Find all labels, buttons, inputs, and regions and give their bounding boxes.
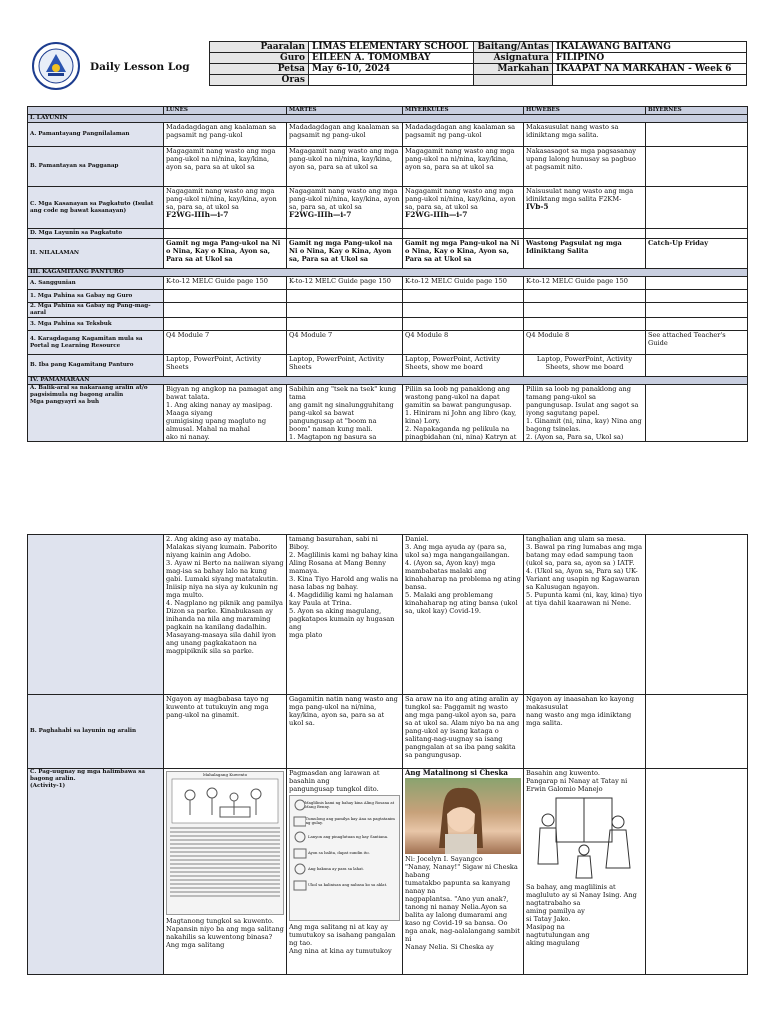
row-label-gabay-guro: 1. Mga Pahina sa Gabay ng Guro <box>28 290 164 303</box>
cell-empty <box>164 229 287 239</box>
martes-activity-text: Ang mga salitang ni at kay ay tumutukoy sa isahang pangalan ng tao. Ang nina at kina ay tumutukoy <box>289 923 396 955</box>
cell-huwebes: Laptop, PowerPoint, Activity Sheets, show me board <box>524 355 646 377</box>
cell-empty <box>646 290 748 303</box>
value-asignatura: FILIPINO <box>553 53 747 64</box>
kasanayan-text: Nagagamit nang wasto ang mga pang-ukol ni/nina, kay/kina, ayon sa, para sa, at ukol sa <box>166 187 277 211</box>
huwebes-intro: Basahin ang kuwento. Pangarap ni Nanay at Tatay ni Erwin Galomio Manejo <box>526 769 628 793</box>
value-markahan: IKAAPAT NA MARKAHAN - Week 6 <box>553 64 747 75</box>
cell-empty <box>287 303 403 318</box>
cell-biyernes <box>646 147 748 187</box>
value-paaralan: LIMAS ELEMENTARY SCHOOL <box>309 42 474 53</box>
cell-martes: Gagamitin natin nang wasto ang mga pang-ukol na ni/nina, kay/kina, ayon sa, para sa at ukol sa. <box>287 695 403 769</box>
cell-empty <box>524 290 646 303</box>
document-title: Daily Lesson Log <box>90 61 190 73</box>
cell-lunes: Magagamit nang wasto ang mga pang-ukol na ni/nina, kay/kina, ayon sa, para sa at ukol sa <box>164 147 287 187</box>
picture-sentence: Lanyon ang pinaglutuan ng kay Santiana. <box>308 833 389 839</box>
cell-martes: Laptop, PowerPoint, Activity Sheets <box>287 355 403 377</box>
row-label-karagdagang: 4. Karagdagang Kagamitan mula sa Portal ng Learning Resource <box>28 331 164 355</box>
story-text-lines <box>167 827 283 897</box>
kasanayan-text: Nagagamit nang wasto ang mga pang-ukol ni/nina, kay/kina, ayon sa, para sa, at ukol sa <box>289 187 400 211</box>
kasanayan-code: F2WG-IIIh—i-7 <box>289 210 352 219</box>
cell-empty <box>164 303 287 318</box>
cell-biyernes <box>646 187 748 229</box>
row-label-pamantayang-pangnilalaman: A. Pamantayang Pangnilalaman <box>28 123 164 147</box>
row-label-pamantayan-pagganap: B. Pamantayan sa Pagganap <box>28 147 164 187</box>
value-empty <box>553 75 747 86</box>
cell-martes: Magagamit nang wasto ang mga pang-ukol na ni/nina, kay/kina, ayon sa, para sa at ukol sa <box>287 147 403 187</box>
cell-miyerkules: Sa araw na ito ang ating aralin ay tungkol sa: Paggamit ng wasto ang mga pang-ukol ayon sa, para sa at ukol sa. Alam niyo ba na ang pang-ukol ay isang kataga o salitang-nag-uugnay sa isang pangngalan at sa iba pang sakita sa pangungusap. <box>403 695 524 769</box>
cell-empty <box>287 318 403 331</box>
lunes-activity-text: Magtanong tungkol sa kuwento. Napansin niyo ba ang mga salitang nakahilis sa kuwentong binasa? Ang mga salitang <box>166 917 284 949</box>
cell-huwebes <box>524 769 646 975</box>
story-illustration <box>170 777 280 825</box>
cell-martes: K-to-12 MELC Guide page 150 <box>287 277 403 290</box>
day-miyerkules: MIYERKULES <box>403 107 524 115</box>
cell-miyerkules: Laptop, PowerPoint, Activity Sheets, show me board <box>403 355 524 377</box>
cell-empty <box>403 229 524 239</box>
lesson-table-page-1 <box>27 106 748 442</box>
cell-huwebes: K-to-12 MELC Guide page 150 <box>524 277 646 290</box>
cell-miyerkules <box>403 187 524 229</box>
cell-huwebes: Piliin sa loob ng panaklong ang tamang pang-ukol sa pangungusap. Isulat ang sagot sa iyong sagutang papel. 1. Ginamit (ni, nina, kay) Nina ang bagong tsinelas. 2. (Ayon sa, Para sa, Ukol sa) <box>524 385 646 442</box>
cell-lunes: Bigyan ng angkop na pamagat ang bawat talata. 1. Ang aking nanay ay masipag. Maaga siyang gumigising upang magluto ng almusal. Mahal na mahal ako ni nanay. <box>164 385 287 442</box>
huwebes-story-text: Sa bahay, ang maglilinis at magluluto ay si Nanay Ising. Ang nagtatrabaho sa aming pamilya ay si Tatay Jako. Masipag na nagtutulungan ang aking magulang <box>526 883 637 947</box>
cell-biyernes: Catch-Up Friday <box>646 239 748 269</box>
cell-lunes: Ngayon ay magbabasa tayo ng kuwento at tutukuyin ang mga pang-ukol na ginamit. <box>164 695 287 769</box>
row-label-balik-aral: A. Balik-aral sa nakaraang aralin at/o pagsisimula ng bagong aralin Mga pangyayri sa buh <box>28 385 164 442</box>
cell-huwebes: Q4 Module 8 <box>524 331 646 355</box>
day-biyernes: BIYERNES <box>646 107 748 115</box>
cell-huwebes: Nakasasagot sa mga pagsasanay upang lalong hunusay sa pagbuo at pagsamit nito. <box>524 147 646 187</box>
value-guro: EILEEN A. TOMOMBAY <box>309 53 474 64</box>
picture-sentence: Ukol sa kalinisan ang nabasa ko sa aklat. <box>308 881 388 887</box>
cell-biyernes <box>646 355 748 377</box>
label-empty <box>474 75 553 86</box>
cell-empty <box>524 303 646 318</box>
cell-empty <box>287 229 403 239</box>
label-asignatura: Asignatura <box>474 53 553 64</box>
cell-miyerkules: K-to-12 MELC Guide page 150 <box>403 277 524 290</box>
value-petsa: May 6-10, 2024 <box>309 64 474 75</box>
corner-cell <box>28 107 164 115</box>
cell-empty <box>646 229 748 239</box>
cell-miyerkules: Q4 Module 8 <box>403 331 524 355</box>
cell-martes: Madadagdagan ang kaalaman sa pagsamit ng pang-ukol <box>287 123 403 147</box>
row-label-kasanayan: C. Mga Kasanayan sa Pagkatuto (Isulat ang code ng bawat kasanayan) <box>28 187 164 229</box>
day-martes: MARTES <box>287 107 403 115</box>
cell-empty <box>403 290 524 303</box>
cell-empty <box>287 290 403 303</box>
kasanayan-text: Nagagamit nang wasto ang mga pang-ukol ni/nina, kay/kina, ayon sa, para sa, at ukol sa <box>405 187 516 211</box>
cell-biyernes <box>646 385 748 442</box>
lesson-table-page-2 <box>27 534 748 975</box>
cell-empty <box>524 229 646 239</box>
story-image-caption: Mahalagang Kuwento <box>202 772 248 777</box>
cell-lunes <box>164 769 287 975</box>
cell-miyerkules <box>403 769 524 975</box>
miyerkules-story-text: Ni: Jocelyn I. Sayangco "Nanay, Nanay!" Sigaw ni Cheska habang tumatakbo papunta sa kanyang nanay na nagpaplantsa. "Ano yun anak?, tanong ni nanay Nelia.Ayon sa balita ay lalong dumarami ang kaso ng Covid-19 sa bansa. Oo nga anak, nag-aalalangang sambit ni Nanay Nelia. Si Cheska ay <box>405 855 520 951</box>
cell-martes: Q4 Module 7 <box>287 331 403 355</box>
cell-empty <box>403 303 524 318</box>
label-paaralan: Paaralan <box>210 42 309 53</box>
kasanayan-code: F2WG-IIIh—i-7 <box>166 210 229 219</box>
cell-martes <box>287 187 403 229</box>
cell-miyerkules: Daniel. 3. Ang mga ayuda ay (para sa, ukol sa) mga nangangailangan. 4. (Ayon sa, Ayon kay) mga mambabatas malaki ang kinahaharap na problema ng ating bansa. 5. Malaki ang problemang kinahaharap ng ating bansa (ukol sa, ukol kay) Covid-19. <box>403 535 524 695</box>
day-lunes: LUNES <box>164 107 287 115</box>
row-label-empty <box>28 535 164 695</box>
cell-miyerkules: Piliin sa loob ng panaklong ang wastong pang-ukol na dapat gamitin sa bawat pangungusap. 1. Hiniram ni John ang libro (kay, kina) Lory. 2. Napakaganda ng pelikula na pinagbidahan (ni, nina) Katryn at <box>403 385 524 442</box>
cell-lunes: Laptop, PowerPoint, Activity Sheets <box>164 355 287 377</box>
section-kagamitan: III. KAGAMITANG PANTURO <box>28 269 748 277</box>
cell-biyernes <box>646 277 748 290</box>
cell-martes <box>287 769 403 975</box>
row-label-paghahabi: B. Paghahabi sa layunin ng aralin <box>28 695 164 769</box>
cell-martes: Gamit ng mga Pang-ukol na Ni o Nina, Kay o Kina, Ayon sa, Para sa at Ukol sa <box>287 239 403 269</box>
cell-lunes: Gamit ng mga Pang-ukol na Ni o Nina, Kay o Kina, Ayon sa, Para sa at Ukol sa <box>164 239 287 269</box>
cell-empty <box>646 318 748 331</box>
section-nilalaman: II. NILALAMAN <box>28 239 164 269</box>
cell-lunes <box>164 187 287 229</box>
cell-martes: Sabihin ang "tsek na tsek" kung tama ang gamit ng sinalungguhitang pang-ukol sa bawat pangungusap at "boom na boom" naman kung mali. 1. Magtapon ng basura sa <box>287 385 403 442</box>
cell-miyerkules: Gamit ng mga Pang-ukol na Ni o Nina, Kay o Kina, Ayon sa, Para sa at Ukol sa <box>403 239 524 269</box>
label-oras: Oras <box>210 75 309 86</box>
day-huwebes: HUWEBES <box>524 107 646 115</box>
kasanayan-code: IVb-5 <box>526 202 549 211</box>
label-guro: Guro <box>210 53 309 64</box>
cell-biyernes <box>646 535 748 695</box>
cell-empty <box>403 318 524 331</box>
cell-biyernes <box>646 123 748 147</box>
cell-huwebes: Makasusulat nang wasto sa idiniktang mga salita. <box>524 123 646 147</box>
label-petsa: Petsa <box>210 64 309 75</box>
value-baitang: IKALAWANG BAITANG <box>553 42 747 53</box>
cell-lunes: K-to-12 MELC Guide page 150 <box>164 277 287 290</box>
cell-biyernes: See attached Teacher's Guide <box>646 331 748 355</box>
cell-lunes: Q4 Module 7 <box>164 331 287 355</box>
cell-miyerkules: Magagamit nang wasto ang mga pang-ukol na ni/nina, kay/kina, ayon sa, para sa at ukol sa <box>403 147 524 187</box>
girl-photo <box>405 778 521 854</box>
picture-sentences-image <box>289 795 400 921</box>
cell-empty <box>164 318 287 331</box>
picture-sentence: Ang bakuna ay para sa lahat. <box>308 865 365 871</box>
cell-huwebes: tanghalian ang ulam sa mesa. 3. Bawal pa ring lumabas ang mga batang may edad sampung taon (ukol sa, para sa, ayon sa ) IATF. 4. (Ukol sa, Ayon sa, Para sa) UK-Variant ang usapin ng Kagawaran sa Kalusugan ngayon. 5. Pupunta kami (ni, kay, kina) tiyo at tiya dahil kaarawan ni Nene. <box>524 535 646 695</box>
story-title: Ang Matalinong si Cheska <box>405 768 508 777</box>
cell-huwebes <box>524 187 646 229</box>
cell-lunes: 2. Ang aking aso ay mataba. Malakas siyang kumain. Paborito niyang kainin ang Adobo. 3. Ayaw ni Berto na naiiwan siyang mag-isa sa bahay lalo na kung gabi. Lumaki siyang matatakutin. Iniisip niya na siya ay kukunin ng mga multo. 4. Nagplano ng piknik ang pamilya Dizon sa parke. Kinabukasan ay inihanda na nila ang maraming pagkain na kanilang dadalhin. Masayang-masaya sila dahil iyon ang unang pagkakataon na magpipiknik sila sa parke. <box>164 535 287 695</box>
family-drawing <box>526 794 643 882</box>
row-label-iba-pang: B. Iba pang Kagamitang Panturo <box>28 355 164 377</box>
label-baitang: Baitang/Antas <box>474 42 553 53</box>
cell-lunes: Madadagdagan ang kaalaman sa pagsamit ng pang-ukol <box>164 123 287 147</box>
cell-biyernes <box>646 769 748 975</box>
cell-empty <box>524 318 646 331</box>
label-markahan: Markahan <box>474 64 553 75</box>
row-label-pag-uugnay: C. Pag-uugnay ng mga halimbawa sa bagong aralin. (Activity-1) <box>28 769 164 975</box>
header-info-table <box>209 41 747 86</box>
kasanayan-code: F2WG-IIIh—i-7 <box>405 210 468 219</box>
row-label-sanggunian: A. Sanggunian <box>28 277 164 290</box>
cell-huwebes: Wastong Pagsulat ng mga Idiniktang Salita <box>524 239 646 269</box>
martes-activity-intro: Pagmasdan ang larawan at basahin ang pangungusap tungkol dito. <box>289 769 380 793</box>
picture-sentence: Tumulong ang pamilya kay Ana sa pagtatanim ng gulay. <box>305 815 395 825</box>
section-layunin: I. LAYUNIN <box>28 115 748 123</box>
cell-empty <box>164 290 287 303</box>
picture-sentence: Ayon sa balita, dapat sundin ito. <box>308 849 370 855</box>
deped-seal <box>32 42 80 90</box>
story-page-image <box>166 771 284 915</box>
row-label-mga-layunin: D. Mga Layunin sa Pagkatuto <box>28 229 164 239</box>
cell-huwebes: Ngayon ay inaasahan ko kayong makasusulat nang wasto ang mga idiniktang mga salita. <box>524 695 646 769</box>
cell-miyerkules: Madadagdagan ang kaalaman sa pagsamit ng pang-ukol <box>403 123 524 147</box>
section-pamamaraan: IV. PAMAMARAAN <box>28 377 748 385</box>
picture-sentence: Maglilinis kami ng bahay kina Aling Rosana at Mang Benny. <box>304 799 395 809</box>
cell-martes: tamang basurahan, sabi ni Biboy. 2. Maglilinis kami ng bahay kina Aling Rosana at Mang Benny mamaya. 3. Kina Tiyo Harold ang walis na nasa labas ng bahay. 4. Magdidilig kami ng halaman kay Paula at Trina. 5. Ayon sa aking magulang, pagkatapos kumain ay hugasan ang mga plato <box>287 535 403 695</box>
row-label-teksbuk: 3. Mga Pahina sa Teksbuk <box>28 318 164 331</box>
kasanayan-text: Naisusulat nang wasto ang mga idiniktang mga salita F2KM- <box>526 187 634 203</box>
cell-empty <box>646 303 748 318</box>
row-label-gabay-magaaral: 2. Mga Pahina sa Gabay ng Pang-mag-aaral <box>28 303 164 318</box>
cell-biyernes <box>646 695 748 769</box>
value-oras <box>309 75 474 86</box>
